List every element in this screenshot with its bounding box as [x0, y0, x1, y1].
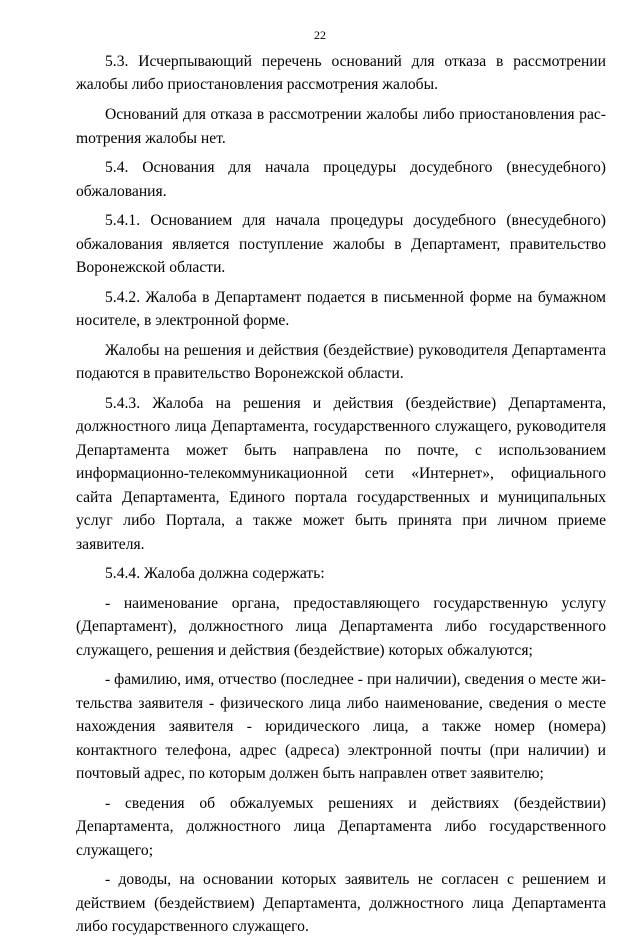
paragraph-5-4: 5.4. Основания для начала процедуры досудебного (внесудебного) обжалования. — [76, 159, 606, 200]
list-item-applicant-details: - фамилию, имя, отчество (последнее - при наличии), сведения о месте жительства заявителя - физического лица либо наименование, сведения о месте нахождения заявителя - юридического лица, а также номер (номера) контактного телефона, адрес (адреса) электронной почты (при наличии) и почтовый адрес, по которым должен быть направлен ответ заявителю; — [76, 671, 606, 783]
paragraph-5-4-3: 5.4.3. Жалоба на решения и действия (бездействие) Департамента, должностного лица Департамента, государственного служащего, руководителя Департамента может быть направлена по почте, с использованием информационно-телекоммуникационной сети «Интернет», официального сайта Департамента, Единого портала государственных и муниципальных услуг либо Портала, а также может быть принята при личном приеме заявителя. — [76, 395, 606, 553]
paragraph-complaints-head: Жалобы на решения и действия (бездействие) руководителя Департамента подаются в правительство Воронежской области. — [76, 341, 606, 383]
paragraph-5-3: 5.3. Исчерпывающий перечень оснований для отказа в рассмотрении жалобы либо приостановления рассмотрения жалобы. — [76, 53, 606, 94]
paragraph-5-4-4: 5.4.4. Жалоба должна содержать: — [105, 565, 325, 583]
list-item-appealed-decisions: - сведения об обжалуемых решениях и действиях (бездействии) Департамента, должностного лица Департамента либо государственного служащего; — [76, 794, 606, 859]
list-item-arguments: - доводы, на основании которых заявитель не согласен с решением и действием (бездействием) Департамента, должностного лица Департамента либо государственного служащего. — [76, 871, 606, 936]
paragraph-5-4-2: 5.4.2. Жалоба в Департамент подается в письменной форме на бумажном носителе, в электронной форме. — [76, 288, 606, 330]
paragraph-no-grounds: Оснований для отказа в рассмотрении жалобы либо приостановления расmотрения жалобы нет. — [76, 106, 606, 147]
document-body — [76, 50, 606, 945]
paragraph-5-4-1: 5.4.1. Основанием для начала процедуры досудебного (внесудебного) обжалования является поступление жалобы в Департамент, правительство Воронежской области. — [76, 212, 606, 277]
list-item-authority-name: - наименование органа, предоставляющего государственную услугу (Департамент), должностного лица Департамента либо государственного служащего, решения и действия (бездействие) которых обжалуются; — [76, 594, 606, 659]
page-number: 22 — [314, 28, 326, 42]
